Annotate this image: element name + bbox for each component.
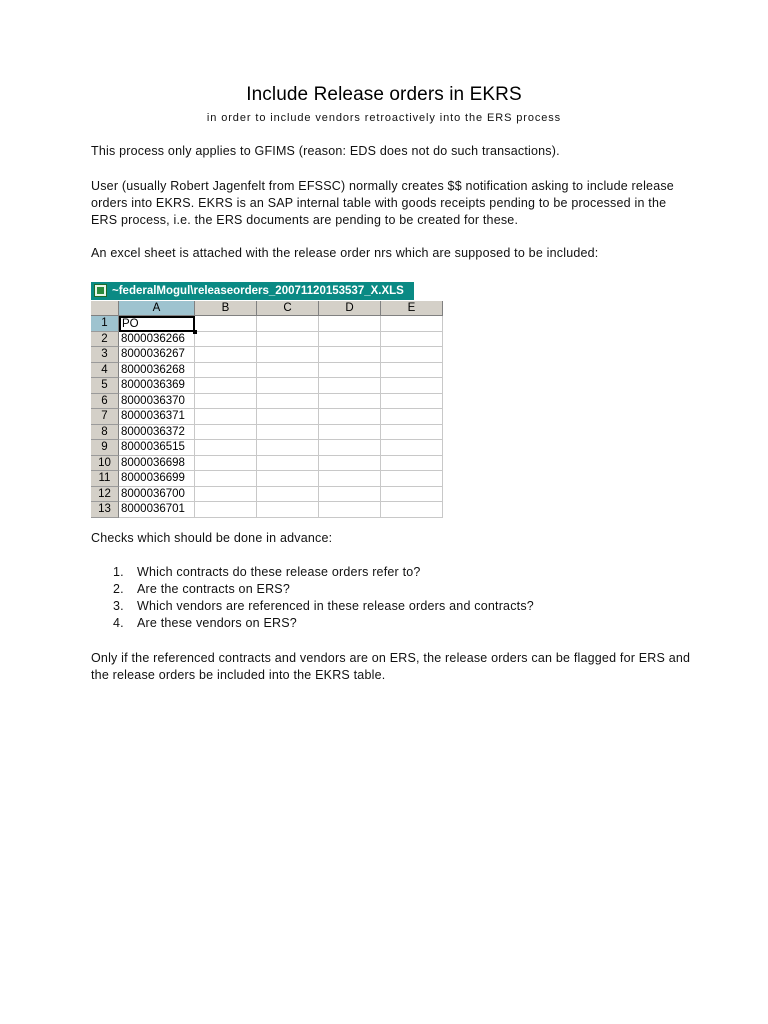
paragraph-attachment: An excel sheet is attached with the release order nrs which are supposed to be included: — [91, 246, 599, 260]
empty-cell[interactable] — [319, 394, 381, 410]
empty-cell[interactable] — [319, 471, 381, 487]
empty-cell[interactable] — [381, 347, 443, 363]
empty-cell[interactable] — [381, 502, 443, 518]
empty-cell[interactable] — [381, 316, 443, 332]
empty-cell[interactable] — [195, 316, 257, 332]
empty-cell[interactable] — [257, 502, 319, 518]
empty-cell[interactable] — [195, 409, 257, 425]
empty-cell[interactable] — [257, 347, 319, 363]
empty-cell[interactable] — [381, 456, 443, 472]
column-header-d[interactable]: D — [319, 301, 381, 316]
check-number: 2. — [113, 582, 124, 596]
row-header[interactable]: 5 — [91, 378, 119, 394]
document-title: Include Release orders in EKRS — [246, 84, 522, 105]
empty-cell[interactable] — [257, 332, 319, 348]
check-item — [113, 581, 534, 598]
excel-file-icon — [94, 284, 107, 297]
check-number: 4. — [113, 616, 124, 630]
empty-cell[interactable] — [319, 456, 381, 472]
po-cell[interactable]: 8000036699 — [119, 471, 195, 487]
empty-cell[interactable] — [195, 440, 257, 456]
column-header-a[interactable]: A — [119, 301, 195, 316]
spreadsheet-screenshot — [91, 282, 414, 514]
paragraph-conclusion: Only if the referenced contracts and vendors are on ERS, the release orders can be flagged for ERS and the release orders be included into the EKRS table. — [91, 651, 691, 682]
empty-cell[interactable] — [195, 502, 257, 518]
po-cell[interactable]: 8000036267 — [119, 347, 195, 363]
row-header[interactable]: 8 — [91, 425, 119, 441]
check-item — [113, 598, 534, 615]
paragraph-checks-intro: Checks which should be done in advance: — [91, 531, 333, 545]
empty-cell[interactable] — [257, 456, 319, 472]
empty-cell[interactable] — [381, 332, 443, 348]
po-cell[interactable]: 8000036369 — [119, 378, 195, 394]
po-cell[interactable]: 8000036372 — [119, 425, 195, 441]
empty-cell[interactable] — [257, 471, 319, 487]
po-cell[interactable]: 8000036371 — [119, 409, 195, 425]
row-header[interactable]: 9 — [91, 440, 119, 456]
empty-cell[interactable] — [381, 471, 443, 487]
row-header[interactable]: 11 — [91, 471, 119, 487]
po-cell[interactable]: 8000036698 — [119, 456, 195, 472]
empty-cell[interactable] — [381, 378, 443, 394]
empty-cell[interactable] — [257, 440, 319, 456]
spreadsheet-window-title: ~federalMogul\releaseorders_20071120153537_X.XLS — [112, 285, 404, 297]
check-text: Which vendors are referenced in these release orders and contracts? — [137, 599, 534, 613]
row-header[interactable]: 1 — [91, 316, 119, 332]
check-text: Which contracts do these release orders refer to? — [137, 565, 421, 579]
empty-cell[interactable] — [381, 440, 443, 456]
po-cell[interactable]: 8000036701 — [119, 502, 195, 518]
po-cell[interactable]: 8000036268 — [119, 363, 195, 379]
paragraph-scope: This process only applies to GFIMS (reason: EDS does not do such transactions). — [91, 144, 560, 158]
row-header[interactable]: 12 — [91, 487, 119, 503]
fill-handle — [193, 330, 197, 334]
row-header[interactable]: 3 — [91, 347, 119, 363]
empty-cell[interactable] — [381, 394, 443, 410]
check-text: Are these vendors on ERS? — [137, 616, 297, 630]
po-cell[interactable]: 8000036370 — [119, 394, 195, 410]
empty-cell[interactable] — [319, 487, 381, 503]
po-cell[interactable]: PO — [119, 316, 195, 332]
po-cell[interactable]: 8000036515 — [119, 440, 195, 456]
empty-cell[interactable] — [319, 363, 381, 379]
check-number: 1. — [113, 565, 124, 579]
empty-cell[interactable] — [319, 347, 381, 363]
row-header[interactable]: 2 — [91, 332, 119, 348]
empty-cell[interactable] — [319, 409, 381, 425]
empty-cell[interactable] — [257, 409, 319, 425]
row-header[interactable]: 10 — [91, 456, 119, 472]
empty-cell[interactable] — [195, 394, 257, 410]
empty-cell[interactable] — [195, 363, 257, 379]
empty-cell[interactable] — [319, 440, 381, 456]
column-header-c[interactable]: C — [257, 301, 319, 316]
empty-cell[interactable] — [381, 425, 443, 441]
row-header[interactable]: 6 — [91, 394, 119, 410]
empty-cell[interactable] — [319, 502, 381, 518]
empty-cell[interactable] — [257, 487, 319, 503]
row-header[interactable]: 7 — [91, 409, 119, 425]
empty-cell[interactable] — [257, 378, 319, 394]
empty-cell[interactable] — [257, 316, 319, 332]
empty-cell[interactable] — [257, 394, 319, 410]
empty-cell[interactable] — [195, 332, 257, 348]
empty-cell[interactable] — [257, 425, 319, 441]
empty-cell[interactable] — [381, 363, 443, 379]
row-header[interactable]: 4 — [91, 363, 119, 379]
empty-cell[interactable] — [319, 378, 381, 394]
empty-cell[interactable] — [381, 487, 443, 503]
empty-cell[interactable] — [319, 332, 381, 348]
row-header[interactable]: 13 — [91, 502, 119, 518]
document-subtitle: in order to include vendors retroactively into the ERS process — [206, 112, 562, 124]
empty-cell[interactable] — [195, 425, 257, 441]
check-number: 3. — [113, 599, 124, 613]
po-cell[interactable]: 8000036700 — [119, 487, 195, 503]
empty-cell[interactable] — [319, 425, 381, 441]
empty-cell[interactable] — [195, 347, 257, 363]
select-all-corner — [91, 301, 119, 316]
spreadsheet-title-bar — [91, 282, 414, 300]
empty-cell[interactable] — [257, 363, 319, 379]
empty-cell[interactable] — [195, 471, 257, 487]
empty-cell[interactable] — [195, 456, 257, 472]
paragraph-description: User (usually Robert Jagenfelt from EFSSC) normally creates $$ notification asking to include release orders into EKRS. EKRS is an SAP internal table with goods receipts pending to be processed in the ERS process, i.e. the ERS documents are pending to be created for these. — [91, 179, 674, 227]
check-text: Are the contracts on ERS? — [137, 582, 290, 596]
po-cell[interactable]: 8000036266 — [119, 332, 195, 348]
empty-cell[interactable] — [319, 316, 381, 332]
empty-cell[interactable] — [195, 487, 257, 503]
empty-cell[interactable] — [381, 409, 443, 425]
check-item — [113, 615, 534, 632]
column-header-e[interactable]: E — [381, 301, 443, 316]
empty-cell[interactable] — [195, 378, 257, 394]
check-item — [113, 564, 534, 581]
column-header-b[interactable]: B — [195, 301, 257, 316]
checks-list — [113, 564, 534, 632]
